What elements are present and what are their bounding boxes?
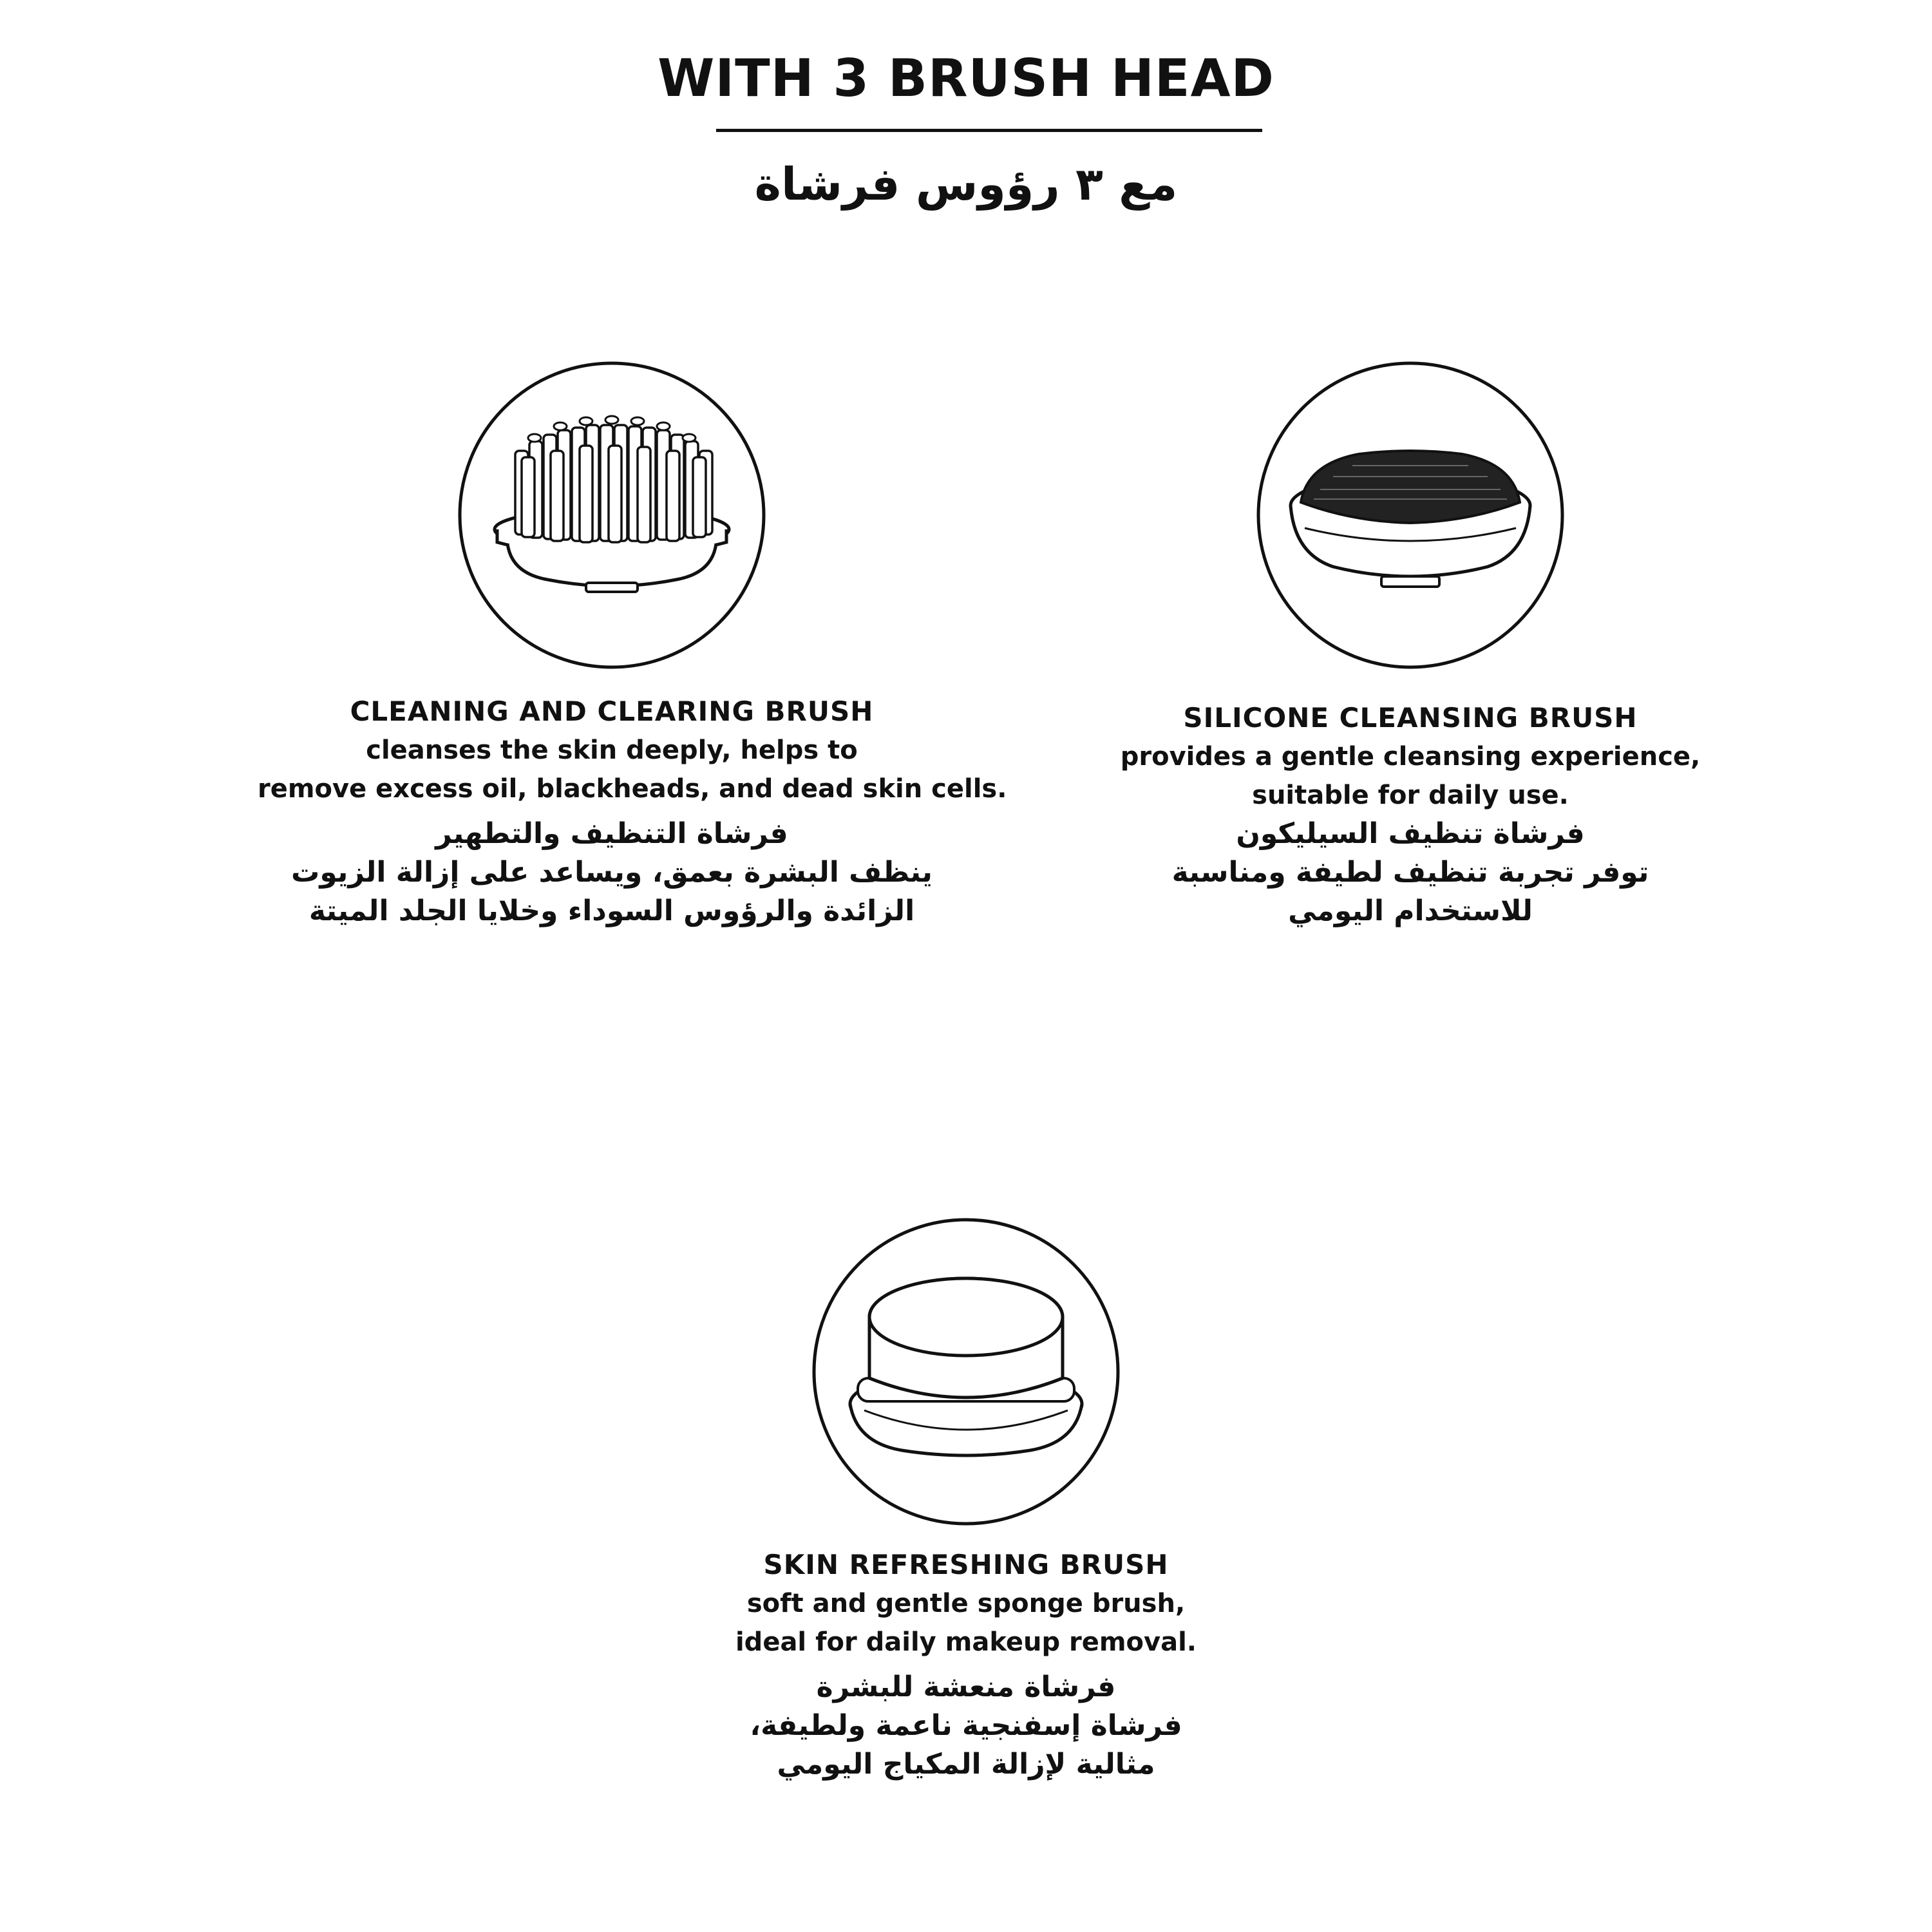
brush-description xyxy=(1088,737,1732,815)
ar-line: مثالية لإزالة المكياج اليومي xyxy=(777,1748,1155,1781)
desc-line: suitable for daily use. xyxy=(1252,781,1569,810)
bristle-brush-icon xyxy=(457,361,766,670)
ar-line: فرشاة تنظيف السيليكون xyxy=(1236,817,1585,850)
page-title-arabic: مع ٣ رؤوس فرشاة xyxy=(754,158,1178,211)
brush-card-sponge xyxy=(644,1217,1288,1784)
sponge-brush-icon xyxy=(811,1217,1121,1526)
brush-description xyxy=(258,731,1007,808)
brush-description-arabic xyxy=(1088,815,1732,931)
silicone-brush-icon xyxy=(1256,361,1565,670)
brush-card-silicone xyxy=(1088,361,1732,931)
brush-description-arabic xyxy=(258,815,966,931)
brush-description xyxy=(644,1584,1288,1662)
ar-line: ينظف البشرة بعمق، ويساعد على إزالة الزيوت xyxy=(291,856,933,889)
title-divider xyxy=(716,129,1262,132)
brush-card-cleaning xyxy=(258,361,1007,931)
ar-line: فرشاة إسفنجية ناعمة ولطيفة، xyxy=(750,1709,1182,1742)
desc-line: remove excess oil, blackheads, and dead skin cells. xyxy=(258,774,1007,804)
page-title: WITH 3 BRUSH HEAD xyxy=(658,48,1274,108)
ar-line: فرشاة منعشة للبشرة xyxy=(816,1671,1116,1703)
ar-line: فرشاة التنظيف والتطهير xyxy=(435,817,788,850)
ar-line: للاستخدام اليومي xyxy=(1288,895,1533,927)
brush-name: SKIN REFRESHING BRUSH xyxy=(763,1549,1169,1580)
brush-name: CLEANING AND CLEARING BRUSH xyxy=(350,696,874,727)
desc-line: ideal for daily makeup removal. xyxy=(735,1627,1197,1657)
desc-line: cleanses the skin deeply, helps to xyxy=(366,735,858,765)
desc-line: soft and gentle sponge brush, xyxy=(746,1589,1186,1618)
brush-description-arabic xyxy=(644,1668,1288,1784)
ar-line: الزائدة والرؤوس السوداء وخلايا الجلد الميتة xyxy=(308,895,915,927)
ar-line: توفر تجربة تنظيف لطيفة ومناسبة xyxy=(1171,856,1649,889)
desc-line: provides a gentle cleansing experience, xyxy=(1120,742,1701,772)
brush-name: SILICONE CLEANSING BRUSH xyxy=(1183,702,1638,734)
